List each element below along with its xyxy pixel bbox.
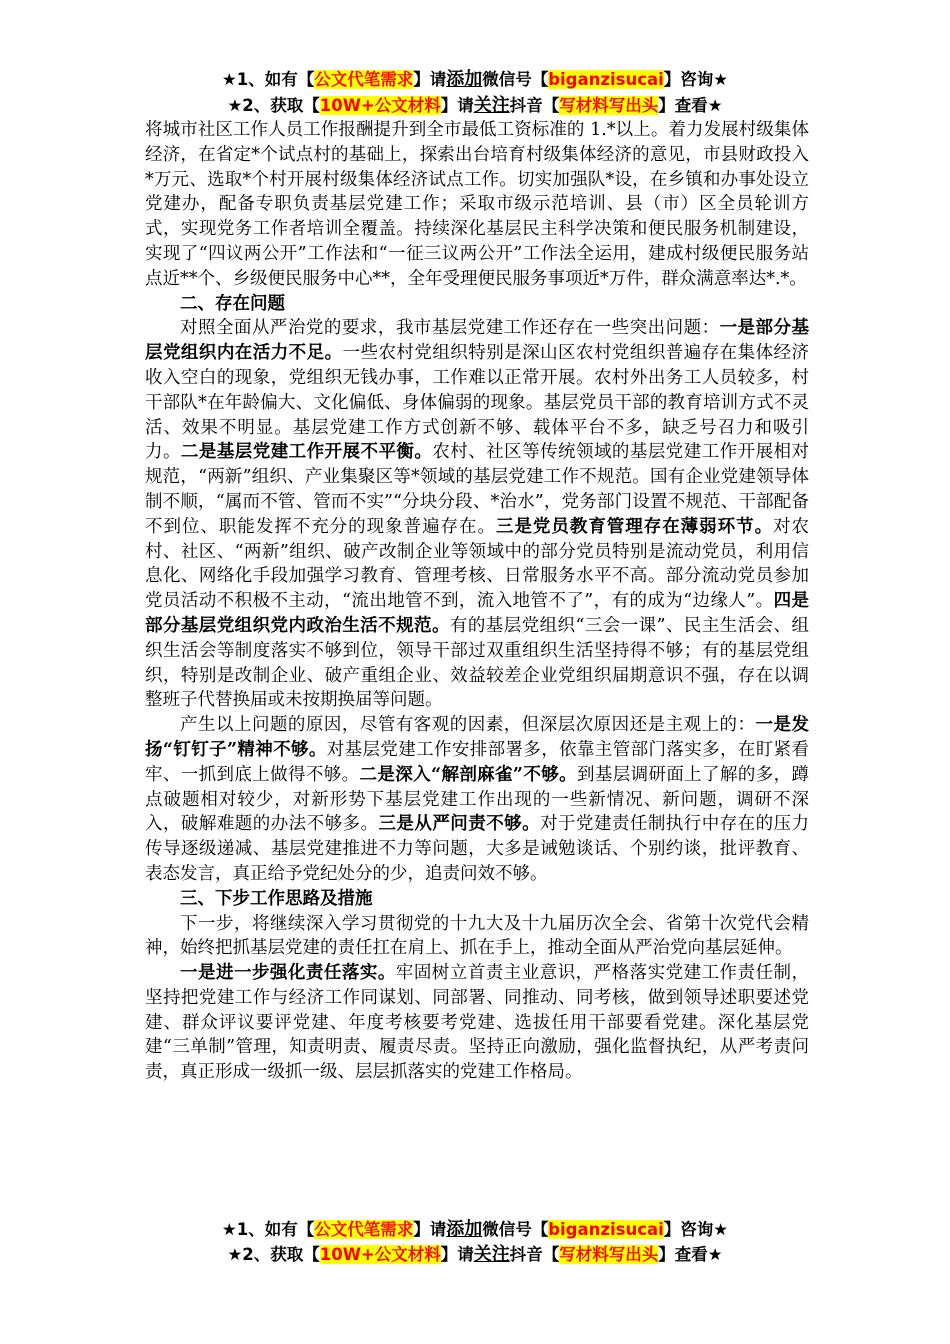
promo-banner-top-line2: ★2、获取【10W+公文材料】请关注抖音【写材料写出头】查看★ — [227, 95, 723, 116]
document-body — [145, 118, 809, 1085]
promo-banner-top-line1: ★1、如有【公文代笔需求】请添加微信号【biganzisucai】咨询★ — [221, 69, 729, 90]
section-heading-next-steps: 三、下步工作思路及措施 — [180, 888, 373, 909]
highlight-wechat-id: biganzisucai — [548, 70, 664, 89]
highlight-service: 公文代笔需求 — [314, 1220, 414, 1239]
promo-banner-bottom-line2: ★2、获取【10W+公文材料】请关注抖音【写材料写出头】查看★ — [227, 1244, 723, 1265]
highlight-douyin: 写材料写出头 — [559, 1245, 659, 1264]
section-heading-problems: 二、存在问题 — [180, 293, 285, 314]
highlight-materials: 10W+公文材料 — [319, 96, 441, 115]
paragraph-causes: 产生以上问题的原因，尽管有客观的因素，但深层次原因还是主观上的：一是发扬“钉钉子”精神不够。对基层党建工作安排部署多，依靠主管部门落实多，在盯紧看牢、一抓到底上做得不够。二是深入“解剖麻雀”不够。到基层调研面上了解的多，蹲点破题相对较少，对新形势下基层党建工作出现的一些新情况、新问题，调研不深入，破解难题的办法不够多。三是从严问责不够。对于党建责任制执行中存在的压力传导逐级递减、基层党建推进不力等问题，大多是诫勉谈话、个别约谈，批评教育、表态发言，真正给予党纪处分的少，追责问效不够。 — [145, 715, 810, 884]
paragraph-next-steps: 下一步，将继续深入学习贯彻党的十九大及十九届历次全会、省第十次党代会精神，始终把抓基层党建的责任扛在肩上、抓在手上，推动全面从严治党向基层延伸。 — [145, 913, 809, 959]
paragraph-achievements: 将城市社区工作人员工作报酬提升到全市最低工资标准的 1.*以上。着力发展村级集体经济，在省定*个试点村的基础上，探索出台培育村级集体经济的意见，市县财政投入*万元、选取*个村开展村级集体经济试点工作。切实加强队*设，在乡镇和办事处设立党建办，配备专职负责基层党建工作；采取市级示范培训、县（市）区全员轮训方式，实现党务工作者培训全覆盖。持续深化基层民主科学决策和便民服务机制建设，实现了“四议两公开”工作法和“一征三议两公开”工作法全运用，建成村级便民服务站点近**个、乡级便民服务中心**，全年受理便民服务事项近*万件，群众满意率达*.*。 — [145, 120, 809, 289]
highlight-service: 公文代笔需求 — [314, 70, 414, 89]
highlight-douyin: 写材料写出头 — [559, 96, 659, 115]
highlight-wechat-id: biganzisucai — [548, 1220, 664, 1239]
paragraph-responsibility: 一是进一步强化责任落实。牢固树立首责主业意识，严格落实党建工作责任制，坚持把党建工作与经济工作同谋划、同部署、同推动、同考核，做到领导述职要述党建、群众评议要评党建、年度考核要考党建、选拔任用干部要看党建。深化基层党建“三单制”管理，知责明责、履责尽责。坚持正向激励，强化监督执纪，从严考责问责，真正形成一级抓一级、层层抓落实的党建工作格局。 — [145, 963, 810, 1083]
highlight-materials: 10W+公文材料 — [319, 1245, 441, 1264]
paragraph-problems: 对照全面从严治党的要求，我市基层党建工作还存在一些突出问题：一是部分基层党组织内在活力不足。一些农村党组织特别是深山区农村党组织普遍存在集体经济收入空白的现象，党组织无钱办事，工作难以正常开展。农村外出务工人员较多，村干部队*在年龄偏大、文化偏低、身体偏弱的现象。基层党员干部的教育培训方式不灵活、效果不明显。基层党建工作方式创新不够、载体平台不多，缺乏号召力和吸引力。二是基层党建工作开展不平衡。农村、社区等传统领域的基层党建工作开展相对规范，“两新”组织、产业集聚区等*领域的基层党建工作不规范。国有企业党建领导体制不顺，“属而不管、管而不实”“分块分段、*治水”，党务部门设置不规范、干部配备不到位、职能发挥不充分的现象普遍存在。三是党员教育管理存在薄弱环节。对农村、社区、“两新”组织、破产改制企业等领域中的部分党员特别是流动党员，利用信息化、网络化手段加强学习教育、管理考核、日常服务水平不高。部分流动党员参加党员活动不积极不主动，“流出地管不到，流入地管不了”，有的成为“边缘人”。四是部分基层党组织党内政治生活不规范。有的基层党组织“三会一课”、民主生活会、组织生活会等制度落实不够到位，领导干部过双重组织生活坚持得不够；有的基层党组织，特别是改制企业、破产重组企业、效益较差企业党组织届期意识不强，存在以调整班子代替换届或未按期换届等问题。 — [145, 318, 810, 711]
promo-banner-bottom-line1: ★1、如有【公文代笔需求】请添加微信号【biganzisucai】咨询★ — [221, 1219, 729, 1240]
